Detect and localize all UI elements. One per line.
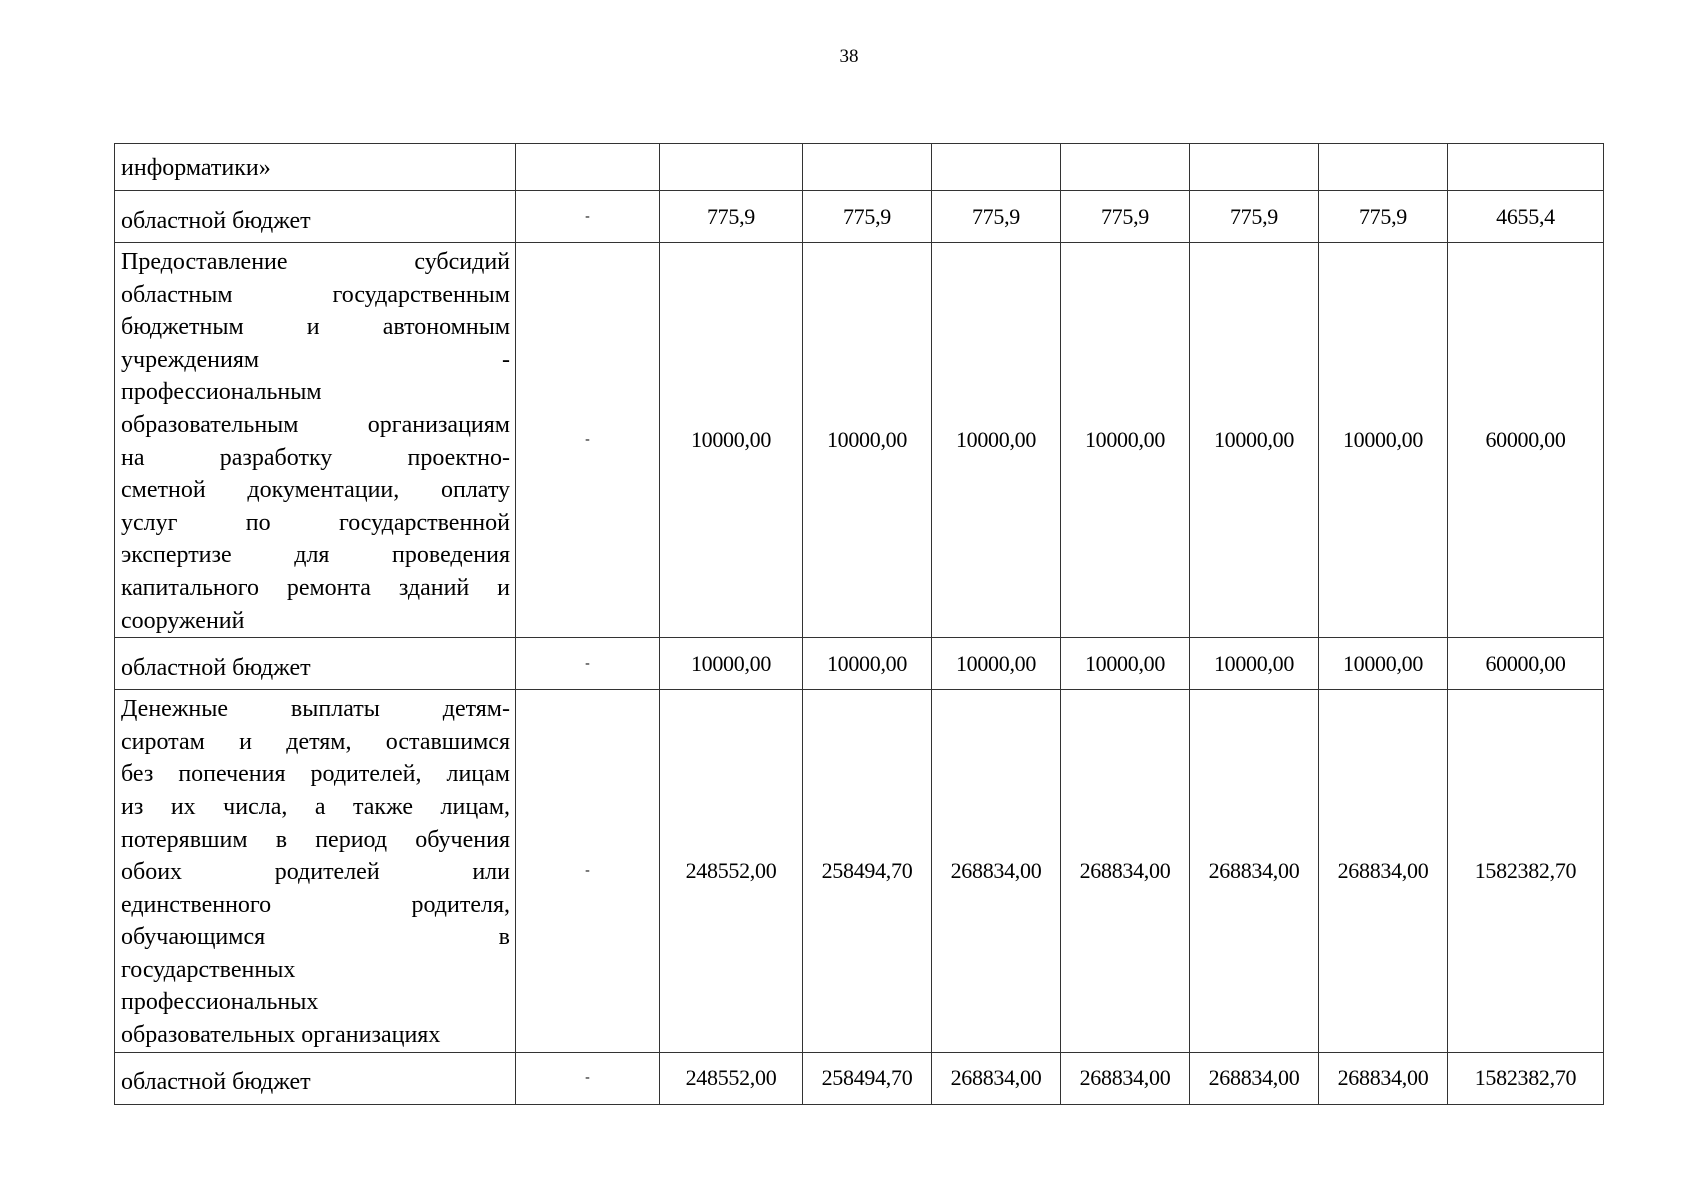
table-row-measure [115,243,1604,638]
table-row-budget [115,191,1604,243]
cell-total: 1582382,70 [1448,1052,1604,1104]
cell-year-value: 268834,00 [932,690,1061,1053]
description-line: сметной документации, оплату [121,477,510,504]
description-line: на разработку проектно- [121,444,510,471]
cell-year-value: 10000,00 [660,243,803,638]
description-line: потерявшим в период обучения [121,826,510,853]
row-label: областной бюджет [115,638,516,690]
description-line: государственных [121,956,296,983]
cell-year-value: 10000,00 [1061,638,1190,690]
cell-year-value: 248552,00 [660,690,803,1053]
description-line: Денежные выплаты детям- [121,696,510,723]
cell-source: - [516,1052,660,1104]
row-label: областной бюджет [115,191,516,243]
cell-year-value: 10000,00 [932,243,1061,638]
row-description [115,243,516,638]
description-line: капитального ремонта зданий и [121,574,510,601]
cell-year-value: 775,9 [1190,191,1319,243]
row-description [115,690,516,1053]
table-row-budget [115,1052,1604,1104]
cell-year-value: 10000,00 [932,638,1061,690]
description-line: из их числа, а также лицам, [121,793,510,820]
cell-year-value [660,144,803,191]
cell-year-value: 10000,00 [660,638,803,690]
page-number: 38 [839,46,859,67]
cell-year-value: 10000,00 [1319,243,1448,638]
cell-year-value [1319,144,1448,191]
cell-year-value: 268834,00 [932,1052,1061,1104]
description-line: сооружений [121,607,245,634]
description-line: образовательным организациям [121,411,510,438]
description-line: обоих родителей или [121,859,510,886]
cell-year-value: 775,9 [1319,191,1448,243]
cell-year-value: 775,9 [660,191,803,243]
cell-year-value [932,144,1061,191]
cell-source: - [516,638,660,690]
cell-year-value: 268834,00 [1319,690,1448,1053]
cell-source: - [516,243,660,638]
cell-year-value: 775,9 [1061,191,1190,243]
cell-year-value: 268834,00 [1061,1052,1190,1104]
description-line: сиротам и детям, оставшимся [121,728,510,755]
description-line: экспертизе для проведения [121,542,510,569]
cell-year-value: 268834,00 [1190,1052,1319,1104]
row-description [115,144,516,191]
cell-year-value [1061,144,1190,191]
cell-year-value: 775,9 [932,191,1061,243]
table-row-budget [115,638,1604,690]
cell-total: 1582382,70 [1448,690,1604,1053]
cell-year-value: 775,9 [803,191,932,243]
description-line: обучающимся в [121,924,510,951]
budget-table [114,143,1604,1105]
description-line: образовательных организациях [121,1022,441,1049]
cell-total [1448,144,1604,191]
cell-year-value: 258494,70 [803,1052,932,1104]
cell-year-value: 248552,00 [660,1052,803,1104]
cell-year-value [1190,144,1319,191]
cell-source: - [516,191,660,243]
cell-year-value: 268834,00 [1061,690,1190,1053]
cell-year-value: 10000,00 [1319,638,1448,690]
cell-total: 60000,00 [1448,638,1604,690]
cell-year-value [803,144,932,191]
table-row-measure [115,690,1604,1053]
description-line: Предоставление субсидий [121,249,510,275]
cell-source: - [516,690,660,1053]
description-line: услуг по государственной [121,509,510,536]
description-line: профессиональным [121,379,322,406]
cell-year-value: 258494,70 [803,690,932,1053]
description-line: бюджетным и автономным [121,314,510,341]
cell-year-value: 268834,00 [1319,1052,1448,1104]
row-label: областной бюджет [115,1052,516,1104]
cell-total: 4655,4 [1448,191,1604,243]
cell-year-value: 10000,00 [1061,243,1190,638]
table-body [115,144,1604,1105]
description-line: без попечения родителей, лицам [121,761,510,788]
cell-year-value: 10000,00 [1190,243,1319,638]
table-row-continuation [115,144,1604,191]
description-line: информатики» [121,155,271,182]
cell-year-value: 10000,00 [803,243,932,638]
cell-source [516,144,660,191]
cell-year-value: 10000,00 [803,638,932,690]
cell-total: 60000,00 [1448,243,1604,638]
description-line: профессиональных [121,989,319,1016]
description-line: областным государственным [121,281,510,308]
cell-year-value: 10000,00 [1190,638,1319,690]
cell-year-value: 268834,00 [1190,690,1319,1053]
description-line: единственного родителя, [121,891,510,918]
description-line: учреждениям - [121,346,510,373]
